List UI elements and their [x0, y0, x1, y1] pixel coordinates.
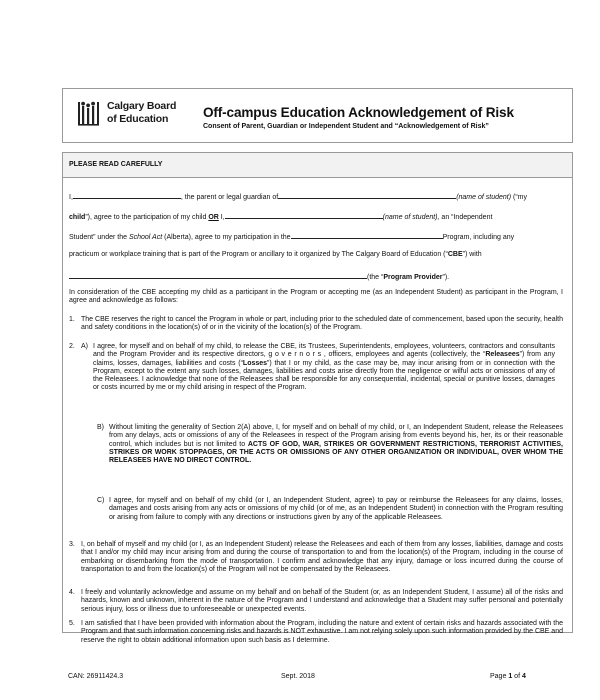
consent-line-5 — [69, 271, 449, 282]
text: ”). — [442, 274, 450, 281]
text: an “Independent — [441, 214, 493, 221]
text: ”) with — [462, 251, 482, 258]
clause-text: I, on behalf of myself and my child (or I, as an Independent Student) release the Releasees and each of them from any losses, liabilities, damage and costs that I and/or my child may incur arising from and during the course of transportation to and from the location(s) of the Program, including in the course of embarking or disembarking from the mode of transportation. I confirm and acknowledge that any injury, damage or loss incurred during the course of transportation to and from the location(s) of the Program will not be compensated by the Releasees. — [81, 541, 563, 573]
guardian-name-field[interactable] — [73, 191, 181, 199]
text: I agree, for myself and on behalf of my child, to release the CBE, its Trustees, Superintendents, employees, volunteers, contractors and consultants and the Program Provider and its respective directors, — [93, 343, 555, 359]
sub-text — [93, 343, 555, 393]
text: I, — [69, 194, 73, 201]
text: Releasees — [485, 351, 520, 359]
program-provider-field[interactable] — [69, 271, 367, 279]
text: practicum or workplace training that is part of the Program or ancillary to it organized by The Calgary Board of Education (“ — [69, 251, 448, 258]
text: officers, employees and agents (collectively, the “ — [328, 351, 486, 359]
text: Program Provider — [383, 274, 443, 281]
sub-label: C) — [97, 497, 105, 504]
clause-number: 3. — [69, 541, 75, 548]
header-box — [62, 88, 573, 143]
clause-number: 1. — [69, 316, 75, 323]
text: ”) from any claims, losses, damages, liabilities and costs (“ — [93, 351, 556, 367]
clause-text: I am satisfied that I have been provided with information about the Program, including the nature and extent of certain risks and hazards associated with the Program and that such information concerning risks and hazards is NOT exhaustive. I am not relying solely upon such information provided by the CBE and reserve the right to obtain additional information upon such basis as I determine. — [81, 620, 563, 644]
text: ACTS OF GOD, WAR, STRIKES OR GOVERNMENT RESTRICTIONS, TERRORIST ACTIVITIES, STRIKES OR WORK STOPPAGES, OR THE ACTS OR OMISSIONS OF ANY OTHER ORGANIZATION OR INDIVIDUAL, OVER WHOM THE RELEASEES HAVE NO DIRECT CONTROL. — [109, 440, 563, 465]
document-title: Off-campus Education Acknowledgement of Risk — [203, 105, 514, 120]
independent-student-name-field[interactable] — [225, 211, 383, 219]
text: child — [69, 214, 86, 221]
form-body — [62, 152, 573, 644]
text: of — [514, 673, 521, 680]
text: Losses — [242, 359, 268, 367]
logo-line-2: of Education — [107, 113, 169, 125]
sub-text: I agree, for myself and on behalf of my child (or I, an Independent Student, agree) to pay or reimburse the Releasees for any claims, losses, damages and costs arising from any acts or omissions of my child (or of me, as an Independent Student) in connection with the Program resulting or arising from failure to comply with any directions or instructions given by any of the applicable Releasees. — [109, 497, 563, 521]
text: Page — [490, 673, 507, 680]
sub-label: A) — [81, 343, 88, 350]
consent-line-1 — [69, 191, 527, 202]
footer-page-number — [490, 673, 526, 680]
cbe-logo-icon — [77, 100, 103, 128]
text: Student” under the — [69, 234, 127, 241]
text: 1 — [508, 673, 513, 680]
text: ”) that I or my child, as the case may be, may incur arising from or in connection with the Program, except to the extent any such losses, damages, liabilities and costs arise directly from the negligence or wilful acts or omissions of any of the Releasees. I acknowledge that none of the Releasees shall be responsible for any consequential, incidental, special or punitive losses, damages or costs incurred by me or my child arising in respect of the Program. — [93, 359, 555, 392]
text: School Act — [128, 234, 163, 241]
sub-label: B) — [97, 424, 104, 431]
or-marker: OR — [208, 214, 219, 221]
sub-text — [109, 424, 563, 465]
text: ”), agree to the participation of my child — [85, 214, 207, 221]
text: CBE — [447, 251, 463, 258]
intro-paragraph: In consideration of the CBE accepting my child as a participant in the Program or accepting me (as an Independent Student) as participant in the Program, I agree and acknowledge as follows: — [69, 289, 563, 305]
text: Program, including any — [442, 234, 515, 241]
logo-line-1: Calgary Board — [107, 100, 177, 112]
text: (name of student) — [456, 194, 512, 201]
text: , the parent or legal guardian of — [180, 194, 279, 201]
cbe-logo — [77, 98, 185, 134]
section-heading: PLEASE READ CAREFULLY — [69, 161, 163, 168]
logo-text — [107, 100, 176, 126]
consent-line-3 — [69, 231, 514, 242]
clause-number: 5. — [69, 620, 75, 627]
text: 4 — [521, 673, 526, 680]
program-name-field[interactable] — [291, 231, 443, 239]
footer-date: Sept. 2018 — [281, 673, 315, 680]
text: (name of student), — [382, 214, 440, 221]
student-name-field[interactable] — [278, 191, 456, 199]
text: Without limiting the generality of Section 2(A) above, I, for myself and on behalf of my child, or I, an Independent Student, release the Releasees from any delays, acts or omissions of any of the Releasees in respect of the Program arising from events beyond his, her, its or their reasonable control, which includes but is not limited to — [109, 424, 563, 448]
text: (“my — [513, 194, 528, 201]
text: g o v e r n o r s , — [268, 351, 326, 359]
clause-text: I freely and voluntarily acknowledge and assume on my behalf and on behalf of the Student (or, as an Independent Student, I assume) all of the risks and hazards, known and unknown, inherent in the nature of the Program and I understand and acknowledge that a Student may suffer personal and potentially serious injury, loss or illness due to unforeseeable or unexpected events. — [81, 589, 563, 613]
text: I, — [220, 214, 225, 221]
clause-number: 2. — [69, 343, 75, 350]
document-subtitle: Consent of Parent, Guardian or Independent Student and “Acknowledgement of Risk” — [203, 123, 489, 130]
text: (the “ — [367, 274, 384, 281]
clause-number: 4. — [69, 589, 75, 596]
consent-line-4 — [69, 251, 482, 259]
footer-document-id: CAN: 26911424.3 — [68, 673, 124, 680]
clause-text: The CBE reserves the right to cancel the Program in whole or part, including prior to the scheduled date of commencement, based upon the security, health and safety conditions in the location(s) of or in the vicinity of the location(s) of the Program. — [81, 316, 563, 332]
text: (Alberta), agree to my participation in the — [164, 234, 291, 241]
consent-line-2 — [69, 211, 492, 222]
section-heading-bar — [63, 153, 572, 178]
